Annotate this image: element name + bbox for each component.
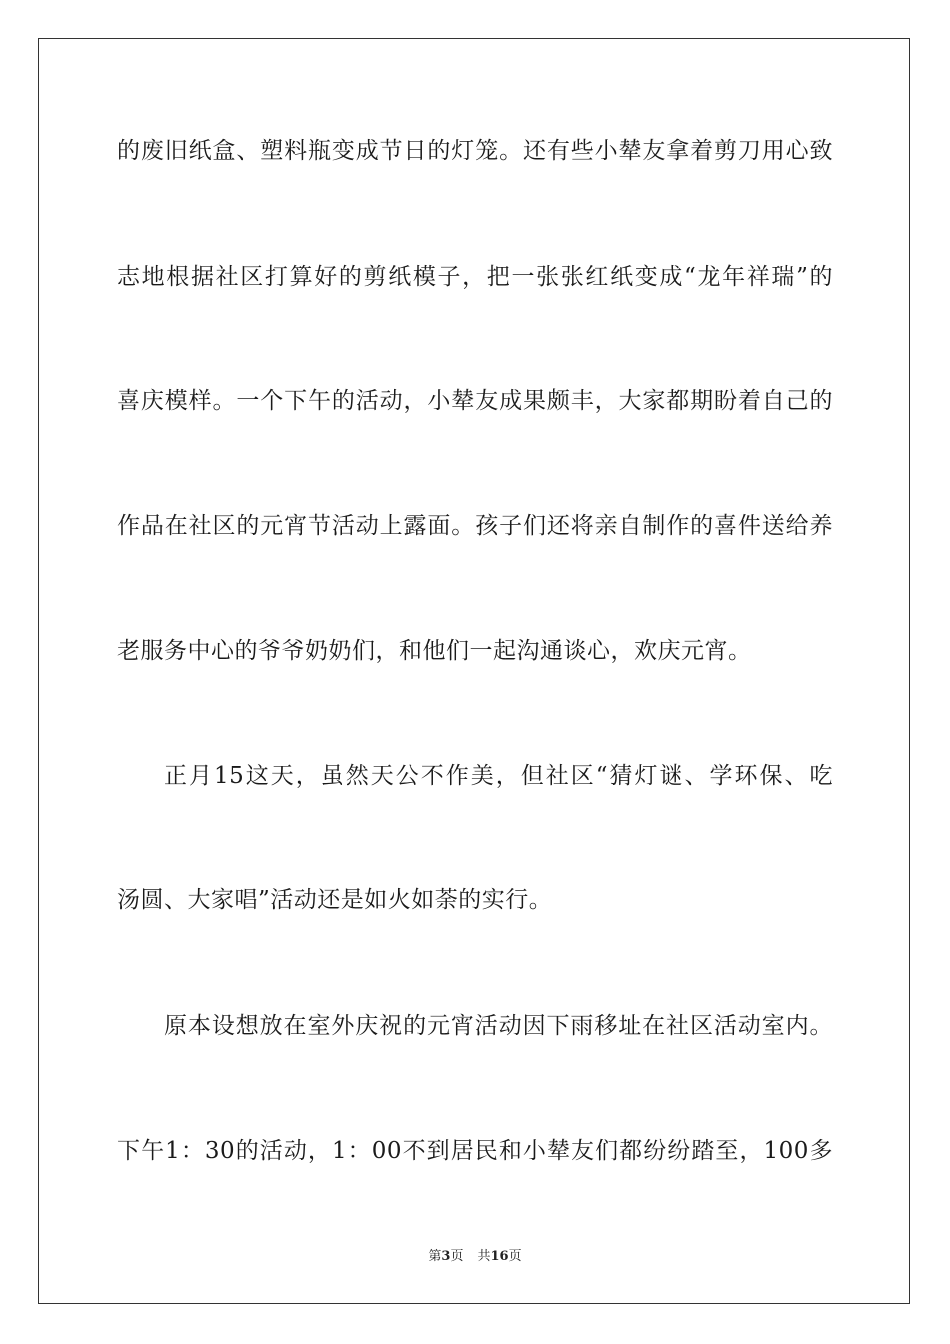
- body-text-line: 作品在社区的元宵节活动上露面。孩子们还将亲自制作的喜件送给养: [117, 513, 833, 539]
- total-prefix: 共: [477, 1249, 491, 1264]
- body-text-line: 的废旧纸盒、塑料瓶变成节日的灯笼。还有些小辇友拿着剪刀用心致: [117, 138, 833, 164]
- paragraph-start-line: 正月15这天，虽然天公不作美，但社区“猜灯谜、学环保、吃: [164, 763, 833, 789]
- body-text-line: 汤圆、大家唱”活动还是如火如荼的实行。: [117, 887, 553, 913]
- total-suffix: 页: [508, 1249, 522, 1264]
- total-pages: 16: [490, 1249, 509, 1264]
- page-footer: [0, 1248, 950, 1266]
- body-text-line: 喜庆模样。一个下午的活动，小辇友成果颇丰，大家都期盼着自己的: [117, 388, 833, 414]
- page-border: [38, 38, 910, 1304]
- body-text-line: 志地根据社区打算好的剪纸模子，把一张张红纸变成“龙年祥瑞”的: [117, 264, 833, 290]
- page-prefix: 第: [428, 1249, 442, 1264]
- page-number: 3: [441, 1249, 451, 1264]
- page-suffix: 页: [450, 1249, 464, 1264]
- body-text-line: 下午1：30的活动，1：00不到居民和小辇友们都纷纷踏至，100多: [117, 1138, 833, 1164]
- body-text-line: 老服务中心的爷爷奶奶们，和他们一起沟通谈心，欢庆元宵。: [117, 638, 752, 664]
- paragraph-start-line: 原本设想放在室外庆祝的元宵活动因下雨移址在社区活动室内。: [164, 1013, 833, 1039]
